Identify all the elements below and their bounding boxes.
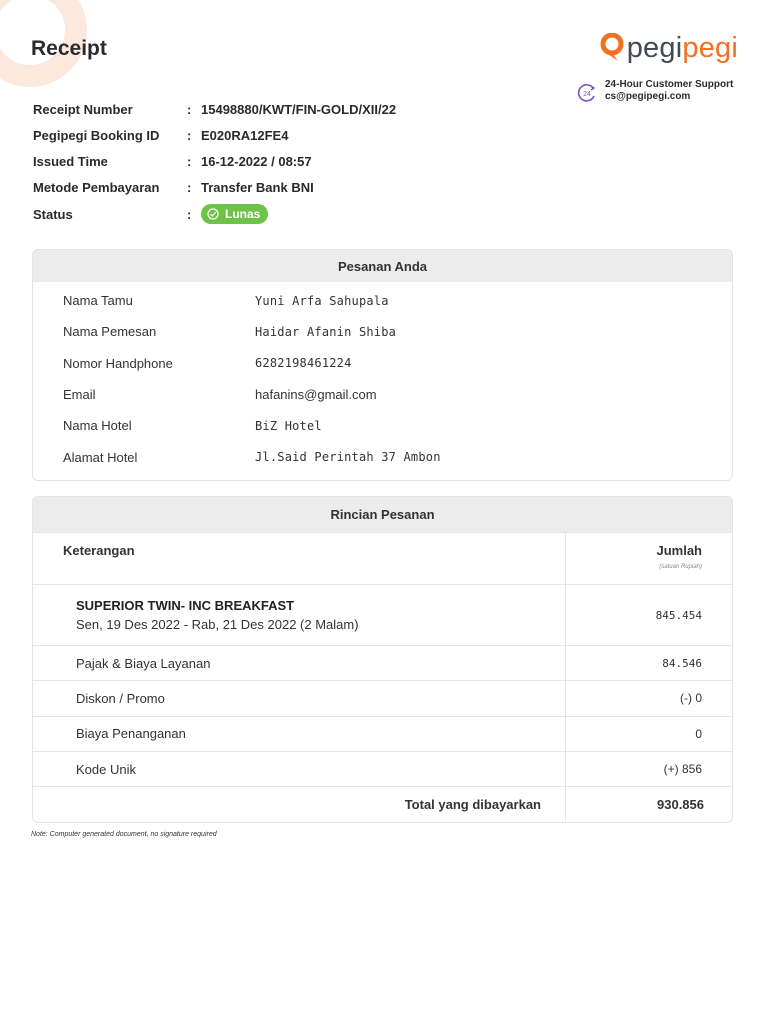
amount-header-label: Jumlah [656,543,702,558]
meta-colon: : [187,206,192,222]
info-row-guest-name [33,285,732,316]
email-value: hafanins@gmail.com [255,387,377,403]
brand-logo [600,33,738,63]
order-breakdown-title: Rincian Pesanan [33,497,732,532]
meta-label: Metode Pembayaran [33,179,160,195]
meta-colon: : [187,179,192,195]
info-label: Nama Hotel [63,418,132,434]
info-label: Nama Pemesan [63,324,157,340]
info-label: Nama Tamu [63,293,133,309]
room-title: SUPERIOR TWIN- INC BREAKFAST [76,598,295,613]
phone-value: 6282198461224 [255,356,352,371]
room-amount: 845.454 [565,585,732,645]
info-label: Nomor Handphone [63,355,173,371]
meta-colon: : [187,101,192,117]
meta-row-receipt-number [33,96,396,122]
line-label: Pajak & Biaya Layanan [76,655,211,671]
brand-wordmark [627,33,738,63]
brand-part-1: pegi [626,32,683,64]
brand-part-2: pegi [682,32,738,64]
room-dates: Sen, 19 Des 2022 - Rab, 21 Des 2022 (2 Malam) [76,617,359,632]
line-amount: (+) 856 [565,752,732,786]
info-row-phone [33,348,732,379]
receipt-number-value: 15498880/KWT/FIN-GOLD/XII/22 [201,101,397,117]
info-row-booker-name [33,316,732,347]
support-title: 24-Hour Customer Support [605,79,734,90]
order-details-card [32,249,733,481]
booker-name-value: Haidar Afanin Shiba [255,324,397,339]
issued-time-value: 16-12-2022 / 08:57 [201,153,312,169]
check-circle-icon [207,208,219,220]
support-icon-text: 24 [583,91,591,98]
line-amount: 0 [565,717,732,751]
hotel-address-value: Jl.Said Perintah 37 Ambon [255,450,441,465]
status-text: Lunas [225,207,261,221]
info-label: Alamat Hotel [63,449,138,465]
meta-row-payment-method [33,174,396,200]
booking-id-value: E020RA12FE4 [201,127,289,143]
page-title: Receipt [31,37,107,60]
total-label: Total yang dibayarkan [404,797,541,813]
order-details-title: Pesanan Anda [33,250,732,282]
total-row [33,786,732,822]
info-row-email [33,379,732,410]
order-breakdown-card [32,496,733,823]
amount-unit-label: (satuan Rupiah) [659,564,702,570]
meta-row-booking-id [33,122,396,148]
meta-label: Receipt Number [33,101,133,117]
line-discount [33,680,732,715]
pegipegi-logo-icon [600,33,625,63]
room-item-row [33,584,732,645]
line-amount: (-) 0 [565,681,732,715]
breakdown-header-row [33,532,732,584]
line-label: Kode Unik [76,761,136,777]
customer-support [577,79,733,103]
column-header-description: Keterangan [63,543,135,558]
meta-colon: : [187,153,192,169]
support-email[interactable]: cs@pegipegi.com [605,91,691,102]
line-unique-code [33,751,732,786]
info-label: Email [63,387,96,403]
payment-method-value: Transfer Bank BNI [201,179,314,195]
info-row-hotel-address [33,441,732,472]
support-24h-icon [577,83,597,103]
meta-label: Issued Time [33,153,108,169]
status-badge [201,204,268,224]
line-amount: 84.546 [565,646,732,680]
meta-label: Status [33,206,73,222]
line-handling-fee [33,716,732,751]
hotel-name-value: BiZ Hotel [255,418,322,433]
meta-label: Pegipegi Booking ID [33,127,160,143]
line-label: Biaya Penanganan [76,726,186,742]
receipt-meta [33,96,396,228]
column-header-amount [565,533,732,584]
meta-row-status [33,200,396,228]
meta-colon: : [187,127,192,143]
total-amount: 930.856 [565,787,732,822]
guest-name-value: Yuni Arfa Sahupala [255,293,389,308]
line-label: Diskon / Promo [76,690,165,706]
line-tax-service [33,645,732,680]
footer-note: Note: Computer generated document, no signature required [31,831,217,838]
info-row-hotel-name [33,410,732,441]
meta-row-issued-time [33,148,396,174]
